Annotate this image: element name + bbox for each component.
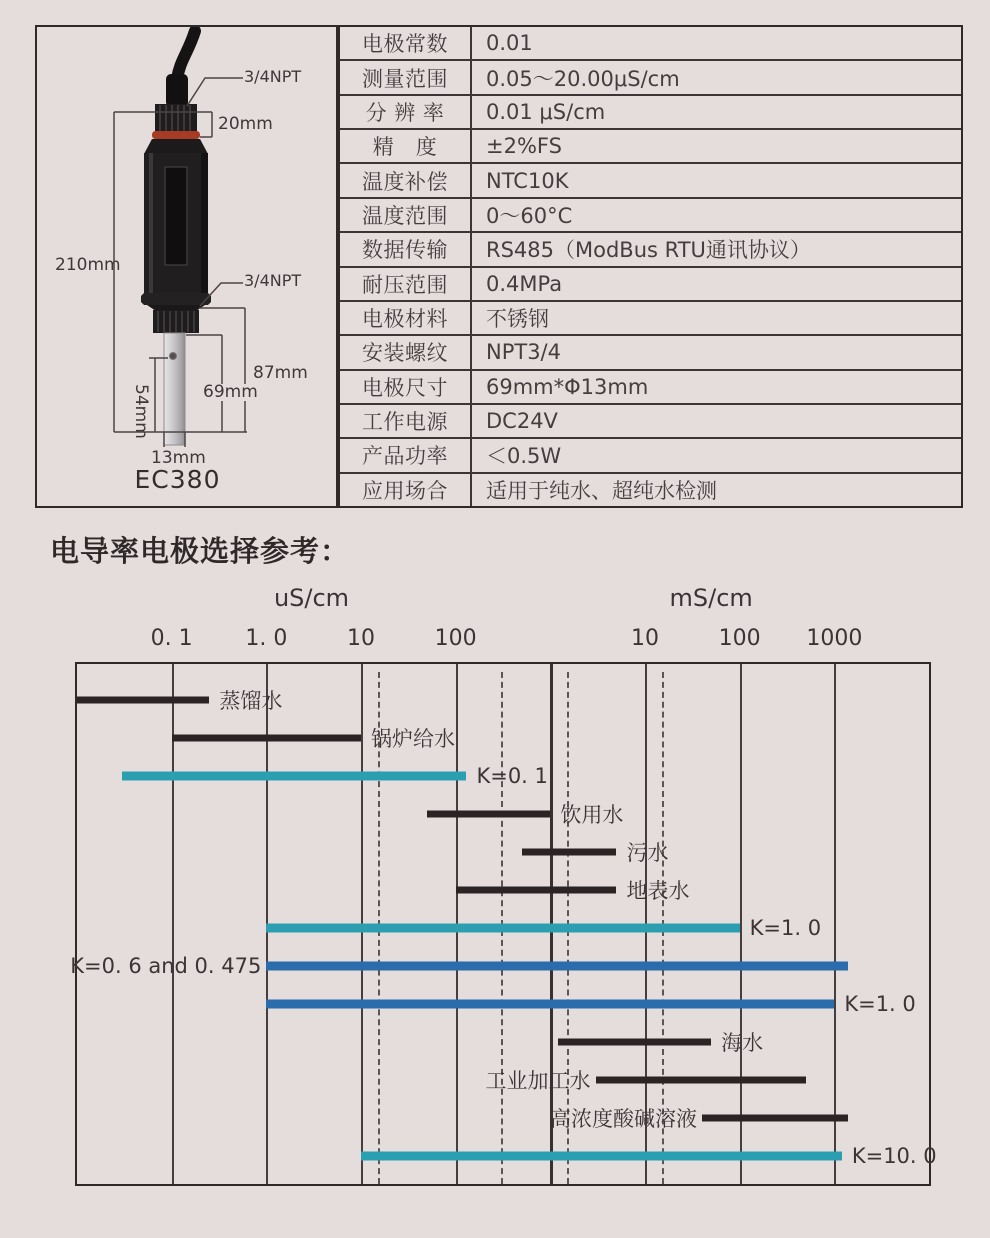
o-ring <box>152 131 200 139</box>
spec-row <box>340 94 961 128</box>
range-bar <box>266 924 739 933</box>
range-bar-label: 海水 <box>721 1031 764 1055</box>
spec-label: 精 度 <box>340 130 472 162</box>
range-bar <box>266 1000 834 1009</box>
dim-label-diameter: 13mm <box>151 448 206 468</box>
range-bar <box>558 1039 711 1046</box>
range-bar-label: K=1. 0 <box>844 992 916 1016</box>
axis-tick-label: 10 <box>347 626 375 651</box>
axis-tick-label: 1. 0 <box>245 626 288 651</box>
range-bar-label: K=0. 6 and 0. 475 <box>70 954 262 978</box>
range-bar-label: 地表水 <box>626 879 690 903</box>
spec-value: 0～60°C <box>486 203 573 228</box>
cable <box>177 31 195 79</box>
body-facet-shadow <box>201 153 208 293</box>
range-bar-label: 锅炉给水 <box>371 727 455 751</box>
range-bar <box>172 735 361 742</box>
axis-unit-ms: mS/cm <box>669 584 753 612</box>
cable-boot <box>166 74 188 107</box>
spec-label: 温度范围 <box>340 199 472 231</box>
range-bar <box>456 887 617 894</box>
spec-value: 0.05～20.00μS/cm <box>486 66 680 91</box>
selection-chart <box>70 662 937 1186</box>
spec-label: 耐压范围 <box>340 268 472 300</box>
spec-label: 数据传输 <box>340 233 472 265</box>
spec-row <box>340 334 961 368</box>
dim-label-hole-depth: 54mm <box>131 384 151 439</box>
range-bar <box>266 962 848 971</box>
range-bar-label: 饮用水 <box>560 803 624 827</box>
gridline-solid <box>172 664 174 1184</box>
spec-value: 0.4MPa <box>486 271 563 296</box>
spec-row <box>340 472 961 506</box>
spec-row <box>340 59 961 93</box>
dim-label-npt-bottom: 3/4NPT <box>244 271 302 290</box>
range-bar <box>361 1152 842 1161</box>
dim-label-npt-top: 3/4NPT <box>244 67 302 86</box>
spec-row <box>340 27 961 59</box>
range-bar <box>122 772 466 781</box>
axis-tick-label: 100 <box>718 626 761 651</box>
spec-row <box>340 197 961 231</box>
body-facet-highlight <box>149 153 153 293</box>
range-bar-label: K=0. 1 <box>476 764 548 788</box>
spec-row <box>340 369 961 403</box>
electrode-shaft <box>164 333 185 445</box>
spec-table <box>338 25 963 508</box>
axis-unit-row <box>77 584 929 614</box>
product-diagram-panel <box>35 25 338 508</box>
product-model: EC380 <box>134 465 221 494</box>
spec-label: 应用场合 <box>340 474 472 506</box>
range-bar-label: K=1. 0 <box>749 916 822 940</box>
shaft-hole <box>170 353 177 360</box>
range-bar <box>702 1115 848 1122</box>
spec-value: NPT3/4 <box>486 340 561 365</box>
spec-row <box>340 437 961 471</box>
spec-value: 0.01 μS/cm <box>486 99 606 124</box>
gridline-solid <box>740 664 742 1184</box>
spec-label: 温度补偿 <box>340 164 472 196</box>
bottom-thread-ridges <box>158 311 194 332</box>
spec-row <box>340 403 961 437</box>
spec-row <box>340 300 961 334</box>
dim-label-electrode-length: 69mm <box>203 382 258 402</box>
spec-value: ＜0.5W <box>486 444 562 469</box>
spec-value: 69mm*Φ13mm <box>486 374 649 399</box>
spec-value: DC24V <box>486 409 558 434</box>
range-bar-label: 高浓度酸碱溶液 <box>550 1107 697 1131</box>
spec-label: 电极材料 <box>340 302 472 334</box>
spec-row <box>340 128 961 162</box>
gridline-solid <box>834 664 836 1184</box>
range-bar-label: K=10. 0 <box>851 1144 937 1168</box>
spec-row <box>340 162 961 196</box>
chart-title: 电导率电极选择参考： <box>50 534 351 568</box>
range-bar <box>427 811 550 818</box>
spec-label: 电极尺寸 <box>340 371 472 403</box>
body-shoulder <box>144 139 208 154</box>
spec-label: 测量范围 <box>340 61 472 93</box>
axis-tick-label: 0. 1 <box>150 626 193 651</box>
hex-nut <box>141 293 211 305</box>
spec-value: 不锈钢 <box>486 307 549 332</box>
spec-row <box>340 266 961 300</box>
spec-value: 适用于纯水、超纯水检测 <box>486 478 717 503</box>
dim-label-total-length: 210mm <box>55 255 121 275</box>
range-bar-label: 蒸馏水 <box>219 689 283 713</box>
range-bar <box>522 849 617 856</box>
spec-value: RS485（ModBus RTU通讯协议） <box>486 238 811 263</box>
spec-value: NTC10K <box>486 168 569 193</box>
body-panel-inset <box>165 167 187 265</box>
range-bar-label: 污水 <box>626 841 669 865</box>
axis-tick-label: 1000 <box>806 626 863 651</box>
range-bar <box>77 697 209 704</box>
dim-label-thread-length: 20mm <box>218 114 273 134</box>
axis-unit-us: uS/cm <box>273 584 350 612</box>
spec-label: 工作电源 <box>340 405 472 437</box>
spec-label: 分 辨 率 <box>340 96 472 128</box>
spec-value: 0.01 <box>486 31 533 56</box>
axis-tick-label: 10 <box>631 626 659 651</box>
spec-value: ±2%FS <box>486 134 562 159</box>
range-bar-label: 工业加工水 <box>485 1069 591 1093</box>
range-bar <box>596 1077 806 1084</box>
spec-label: 安装螺纹 <box>340 336 472 368</box>
spec-label: 电极常数 <box>340 27 472 59</box>
axis-tick-row <box>77 626 929 656</box>
axis-tick-label: 100 <box>434 626 477 651</box>
spec-row <box>340 231 961 265</box>
spec-label: 产品功率 <box>340 439 472 471</box>
dim-label-insert-length: 87mm <box>253 363 308 383</box>
